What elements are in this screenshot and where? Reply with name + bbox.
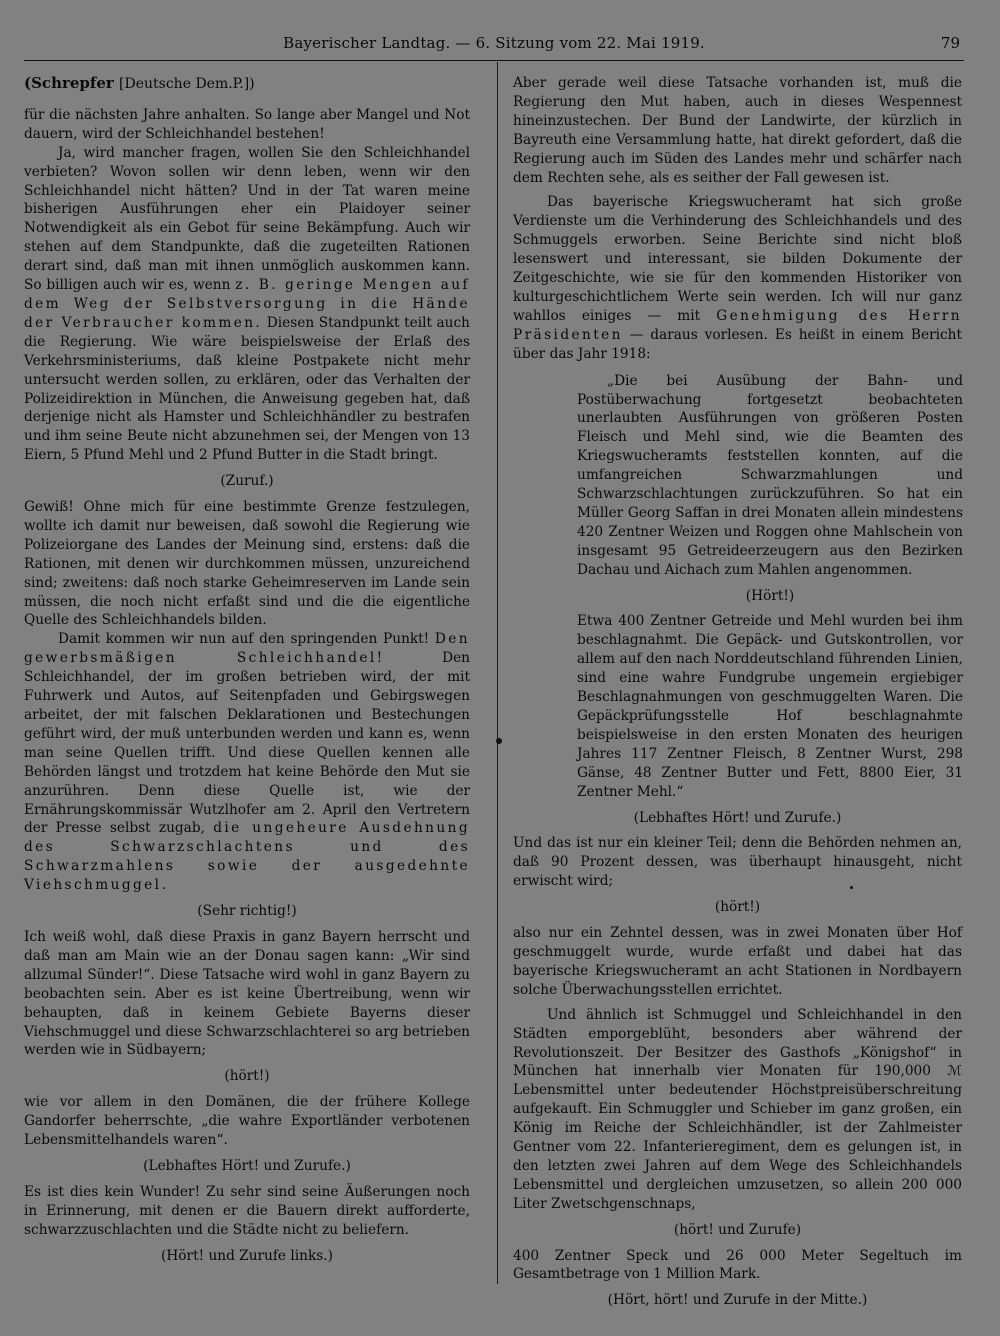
paragraph-text: Das bayerische Kriegswucheramt hat sich große Verdienste um die Verhinderung des Schleichhandels und des Schmuggels erworben. Seine Berichte sind nicht bloß lesenswert und interessant, sie bilden Dokumente der Zeitgeschichte, wie sie für den kommenden Historiker von kulturgeschichtlichem Werte sein werden. Ich will nur ganz wahllos einiges — mit <box>513 194 962 324</box>
page-number: 79 <box>940 34 960 52</box>
paragraph-text: Den Schleichhandel, der im großen betrieben wird, der mit Fuhrwerk und Autos, auf Seitenpfaden und Gebirgswegen arbeitet, der mit falschen Deklarationen und Bestechungen geführt wird, der muß unterbunden werden und kann es, wenn man seine Quellen trifft. Und diese Quellen kennen alle Behörden längst und trotzdem hat keine Behörde den Mut sie anzurühren. Denn diese Quelle ist, wie der Ernährungskommissär Wutzlhofer am 2. April den Vertretern der Presse selbst zugab, <box>24 650 470 837</box>
paragraph <box>513 193 962 363</box>
block-quote <box>577 372 963 802</box>
running-title: Bayerischer Landtag. — 6. Sitzung vom 22. Mai 1919. <box>283 34 705 52</box>
column-divider <box>497 62 498 1284</box>
interjection: (hört! und Zurufe) <box>673 1221 802 1238</box>
paragraph: Es ist dies kein Wunder! Zu sehr sind seine Äußerungen noch in Erinnerung, mit denen er die Bauern direkt aufforderte, schwarzzuschlachten und die Städte nicht zu beliefern. <box>24 1183 470 1238</box>
interjection: (hört!) <box>714 899 761 916</box>
speaker-name: (Schrepfer <box>24 74 114 92</box>
emphasized-text: Den gewerbsmäßigen Schleichhandel! <box>24 631 470 667</box>
left-column <box>24 74 470 1272</box>
header-rule <box>24 60 964 61</box>
quote-paragraph: „Die bei Ausübung der Bahn- und Postüberwachung fortgesetzt beobachteten unerlaubten Ausführungen von größeren Posten Fleisch und Mehl sind, wie die Beamten des Kriegswucheramts feststellen konnten, auf die umfangreichen Schwarzmahlungen und Schwarzschlachtungen zurückzuführen. So hat ein Müller Georg Saffan in drei Monaten allein mindestens 420 Zentner Weizen und Roggen ohne Mahlschein von insgesamt 95 Getreideerzeugern aus den Bezirken Dachau und Aichach zum Mahlen angenommen. <box>577 372 963 578</box>
paragraph-text: Diesen Standpunkt teilt auch die Regierung. Wie wäre beispielsweise der Erlaß des Verkehrsministeriums, daß kleine Postpakete nicht mehr untersucht werden sollen, zu erklären, oder das Verhalten der Polizeidirektion in München, die Anweisung gegeben hat, daß derjenige nicht als Hamster und Schleichhändler zu bestrafen und ihm seine Beute nicht abzunehmen sei, der Mengen von 13 Eiern, 5 Pfund Mehl und 2 Pfund Butter in die Stadt bringt. <box>24 314 470 464</box>
paragraph <box>24 630 470 895</box>
paragraph: also nur ein Zehntel dessen, was in zwei Monaten über Hof geschmuggelt wurde, wurde erfaßt und dabei hat das bayerische Kriegswucheramt an acht Stationen in Nordbayern solche Überwachungsstellen errichtet. <box>513 925 962 998</box>
ink-speck <box>850 886 853 889</box>
paragraph: Gewiß! Ohne mich für eine bestimmte Grenze festzulegen, wollte ich damit nur beweisen, daß sowohl die Regierung wie Polizeiorgane des Landes der Meinung sind, erstens: daß die Rationen, mit denen wir durchkommen müssen, unzureichend sind; zweitens: daß noch starke Geheimreserven im Lande sein müssen, die noch nicht erfaßt sind und die die eigentliche Quelle des Schleichhandels bilden. <box>24 499 470 629</box>
speaker-attribution <box>24 74 470 94</box>
interjection: (Hört, hört! und Zurufe in der Mitte.) <box>607 1292 868 1309</box>
paragraph-text: — daraus vorlesen. Es heißt in einem Bericht über das Jahr 1918: <box>513 326 962 362</box>
paragraph-text: Ja, wird mancher fragen, wollen Sie den Schleichhandel verbieten? Wovon sollen wir denn leben, wenn wir den Schleichhandel nicht hätten? Und in der Tat waren meine bisherigen Ausführungen eher ein Plaidoyer seiner Notwendigkeit als ein Gebot für seine Bekämpfung. Auch wir stehen auf dem Standpunkte, daß die zugeteilten Rationen derart sind, daß man mit ihnen unmöglich auskommen kann. So billigen auch wir es, wenn <box>24 144 470 294</box>
paragraph-text: Damit kommen wir nun auf den springenden Punkt! <box>58 631 435 648</box>
interjection: (Lebhaftes Hört! und Zurufe.) <box>143 1157 351 1174</box>
paragraph: wie vor allem in den Domänen, die der frühere Kollege Gandorfer beherrschte, „die wahre Exportländer verbotenen Lebensmittelhandels waren“. <box>24 1094 470 1149</box>
interjection: (Sehr richtig!) <box>197 903 297 920</box>
paragraph: Und das ist nur ein kleiner Teil; denn die Behörden nehmen an, daß 90 Prozent dessen, was überhaupt hinausgeht, nicht erwischt wird; <box>513 835 962 890</box>
right-column <box>513 74 962 1317</box>
interjection: (Zuruf.) <box>220 473 274 490</box>
interjection: (Hört!) <box>745 587 795 604</box>
emphasized-text: z. B. geringe Mengen auf dem Weg der Selbstversorgung in die Hände der Verbraucher kommen. <box>24 277 470 331</box>
paragraph: für die nächsten Jahre anhalten. So lange aber Mangel und Not dauern, wird der Schleichhandel bestehen! <box>24 106 470 142</box>
paragraph <box>24 144 470 465</box>
paragraph: Und ähnlich ist Schmuggel und Schleichhandel in den Städten emporgeblüht, besonders aber während der Revolutionszeit. Der Besitzer des Gasthofs „Königshof“ in München hat innerhalb vier Monaten für 190,000 ℳ Lebensmittel unter bedeutender Höchstpreisüberschreitung aufgekauft. Ein Schmuggler und Schieber im ganz großen, ein König im Reiche der Schleichhändler, ist der Zahlmeister Gentner vom 22. Infanterieregiment, dem es gelungen ist, in den letzten zwei Jahren auf dem Wege des Schleichhandels Lebensmittel und dergleichen umzusetzen, so allein 200 000 Liter Zwetschgenschnaps, <box>513 1006 962 1212</box>
interjection: (hört!) <box>224 1068 270 1085</box>
interjection: (Lebhaftes Hört! und Zurufe.) <box>633 809 842 826</box>
interjection: (Hört! und Zurufe links.) <box>161 1247 333 1264</box>
quote-paragraph: Etwa 400 Zentner Getreide und Mehl wurden bei ihm beschlagnahmt. Die Gepäck- und Gutskontrollen, vor allem auf den nach Norddeutschland führenden Linien, sind eine wahre Fundgrube ungemein ergiebiger Beschlagnahmungen von geschmuggelten Waren. Die Gepäckprüfungsstelle Hof beschlagnahmte beispielsweise in den ersten Monaten des heurigen Jahres 117 Zentner Fleisch, 8 Zentner Wurst, 298 Gänse, 48 Zentner Butter und Fett, 8800 Eier, 31 Zentner Mehl.“ <box>577 613 963 800</box>
ink-speck <box>496 738 502 744</box>
emphasized-text: die ungeheure Ausdehnung des Schwarzschlachtens und des Schwarzmahlens sowie der ausgedehnte Viehschmuggel. <box>24 820 470 894</box>
speaker-party: [Deutsche Dem.P.]) <box>119 76 255 92</box>
paragraph: 400 Zentner Speck und 26 000 Meter Segeltuch im Gesamtbetrage von 1 Million Mark. <box>513 1247 962 1283</box>
paragraph: Aber gerade weil diese Tatsache vorhanden ist, muß die Regierung den Mut haben, auch in dieses Wespennest hineinzustechen. Der Bund der Landwirte, der kürzlich in Bayreuth eine Versammlung hatte, hat direkt gefordert, daß die Regierung auch im Süden des Landes mehr und schärfer nach dem Rechten sehe, als es seither der Fall gewesen ist. <box>513 75 962 186</box>
paragraph: Ich weiß wohl, daß diese Praxis in ganz Bayern herrscht und daß man am Main wie an der Donau sagen kann: „Wir sind allzumal Sünder!“. Diese Tatsache wird wohl in ganz Bayern zu beobachten sein. Aber es ist keine Übertreibung, wenn wir behaupten, daß in keinem Gebiete Bayerns dieser Viehschmuggel und diese Schwarzschlachterei so arg betrieben werden wie in Südbayern; <box>24 928 470 1059</box>
emphasized-text: Genehmigung des Herrn Präsidenten <box>513 307 963 343</box>
